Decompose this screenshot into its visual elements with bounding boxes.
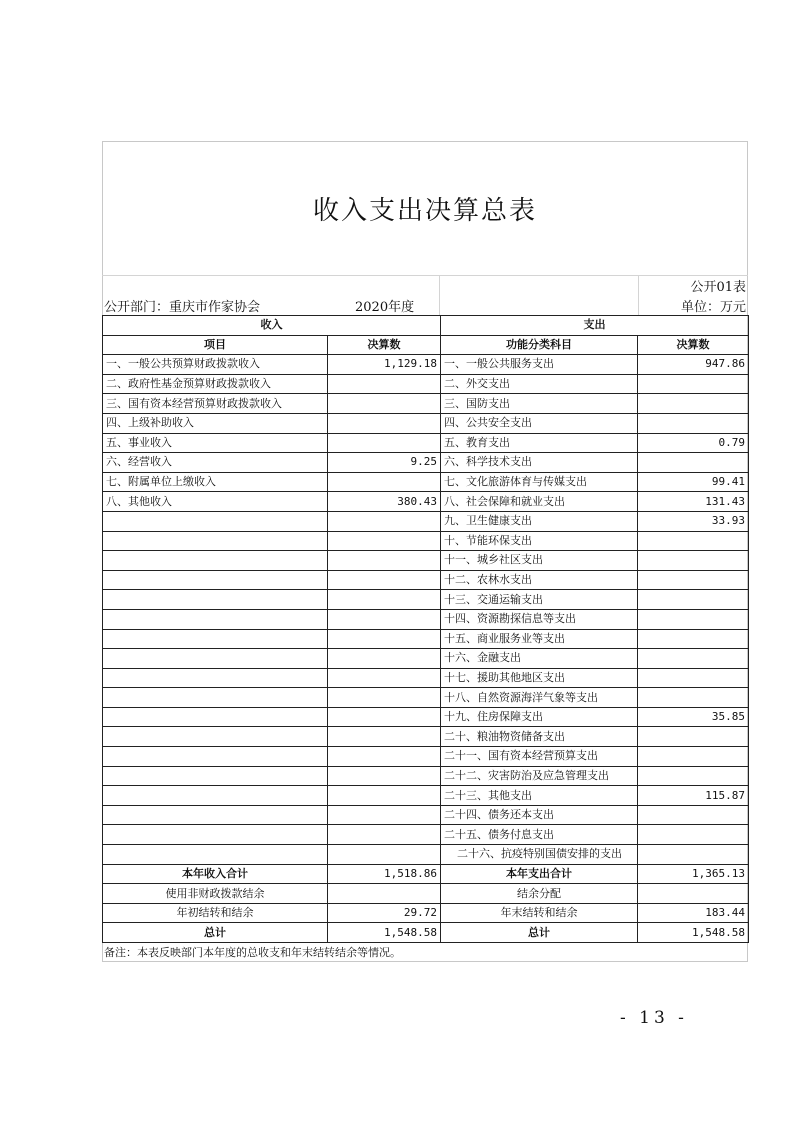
fiscal-year: 2020年度 — [355, 300, 415, 315]
expense-item-cell: 十五、商业服务业等支出 — [441, 629, 638, 649]
expense-item-cell: 十二、农林水支出 — [441, 570, 638, 590]
income-item-cell — [103, 845, 328, 865]
expense-item-cell: 八、社会保障和就业支出 — [441, 492, 638, 512]
expense-value-cell — [638, 570, 749, 590]
income-item-cell: 五、事业收入 — [103, 433, 328, 453]
expense-item-cell: 三、国防支出 — [441, 394, 638, 414]
expense-value-cell — [638, 374, 749, 394]
table-row — [103, 609, 749, 629]
expense-value-cell — [638, 766, 749, 786]
table-row — [103, 492, 749, 512]
income-section-header: 收入 — [103, 316, 441, 336]
income-value-cell: 9.25 — [328, 453, 441, 473]
income-value-cell — [328, 688, 441, 708]
expense-value-cell — [638, 688, 749, 708]
table-row — [103, 472, 749, 492]
expense-item-cell: 六、科学技术支出 — [441, 453, 638, 473]
page-number: - 13 - — [620, 1008, 688, 1028]
income-item-cell — [103, 805, 328, 825]
table-row — [103, 374, 749, 394]
page-title: 收入支出决算总表 — [312, 196, 537, 226]
expense-section-header: 支出 — [441, 316, 749, 336]
col-header-function: 功能分类科目 — [441, 335, 638, 355]
income-value-cell — [328, 413, 441, 433]
expense-total-value: 1,365.13 — [638, 864, 749, 884]
table-row — [103, 845, 749, 865]
expense-item-cell: 一、一般公共服务支出 — [441, 355, 638, 375]
expense-value-cell — [638, 590, 749, 610]
income-item-cell: 八、其他收入 — [103, 492, 328, 512]
expense-value-cell: 947.86 — [638, 355, 749, 375]
expense-value-cell — [638, 551, 749, 571]
income-item-cell — [103, 707, 328, 727]
expense-item-cell: 四、公共安全支出 — [441, 413, 638, 433]
table-row — [103, 805, 749, 825]
income-item-cell — [103, 649, 328, 669]
summary-row-total — [103, 864, 749, 884]
income-total-label: 本年收入合计 — [103, 864, 328, 884]
income-value-cell — [328, 531, 441, 551]
expense-item-cell: 二十二、灾害防治及应急管理支出 — [441, 766, 638, 786]
surplus-dist-label: 结余分配 — [441, 884, 638, 904]
income-item-cell — [103, 609, 328, 629]
table-row — [103, 570, 749, 590]
income-value-cell — [328, 590, 441, 610]
income-item-cell — [103, 766, 328, 786]
income-item-cell: 七、附属单位上缴收入 — [103, 472, 328, 492]
expense-value-cell — [638, 453, 749, 473]
table-row — [103, 433, 749, 453]
summary-row-surplus — [103, 884, 749, 904]
col-header-income-amount: 决算数 — [328, 335, 441, 355]
expense-item-cell: 二十、粮油物资储备支出 — [441, 727, 638, 747]
table-row — [103, 355, 749, 375]
income-value-cell — [328, 707, 441, 727]
table-row — [103, 629, 749, 649]
income-value-cell — [328, 786, 441, 806]
table-row — [103, 786, 749, 806]
income-item-cell — [103, 727, 328, 747]
table-row — [103, 727, 749, 747]
table-row — [103, 531, 749, 551]
column-header-row — [103, 335, 749, 355]
income-item-cell: 四、上级补助收入 — [103, 413, 328, 433]
begin-balance-value: 29.72 — [328, 903, 441, 923]
expense-value-cell: 35.85 — [638, 707, 749, 727]
income-value-cell: 1,129.18 — [328, 355, 441, 375]
table-row — [103, 766, 749, 786]
expense-value-cell — [638, 629, 749, 649]
income-value-cell — [328, 374, 441, 394]
income-value-cell — [328, 845, 441, 865]
grand-income-label: 总计 — [103, 923, 328, 943]
expense-value-cell — [638, 727, 749, 747]
expense-value-cell — [638, 805, 749, 825]
expense-value-cell: 99.41 — [638, 472, 749, 492]
expense-item-cell: 七、文化旅游体育与传媒支出 — [441, 472, 638, 492]
expense-item-cell: 二十三、其他支出 — [441, 786, 638, 806]
expense-item-cell: 二十五、债务付息支出 — [441, 825, 638, 845]
grand-expense-value: 1,548.58 — [638, 923, 749, 943]
expense-item-cell: 十一、城乡社区支出 — [441, 551, 638, 571]
form-code: 公开01表 — [690, 280, 746, 295]
expense-value-cell — [638, 394, 749, 414]
expense-value-cell — [638, 747, 749, 767]
expense-item-cell: 二十六、抗疫特别国债安排的支出 — [441, 845, 638, 865]
table-row — [103, 511, 749, 531]
income-item-cell — [103, 747, 328, 767]
grand-income-value: 1,548.58 — [328, 923, 441, 943]
expense-value-cell — [638, 668, 749, 688]
col-header-item: 项目 — [103, 335, 328, 355]
income-item-cell: 六、经营收入 — [103, 453, 328, 473]
income-item-cell — [103, 531, 328, 551]
expense-total-label: 本年支出合计 — [441, 864, 638, 884]
gridline — [439, 276, 440, 316]
income-item-cell: 三、国有资本经营预算财政拨款收入 — [103, 394, 328, 414]
table-row — [103, 707, 749, 727]
footnote: 备注：本表反映部门本年度的总收支和年末结转结余等情况。 — [104, 946, 401, 959]
expense-value-cell — [638, 413, 749, 433]
income-value-cell — [328, 727, 441, 747]
expense-value-cell: 33.93 — [638, 511, 749, 531]
income-item-cell — [103, 668, 328, 688]
expense-item-cell: 十三、交通运输支出 — [441, 590, 638, 610]
table-row — [103, 825, 749, 845]
department-label: 公开部门：重庆市作家协会 — [104, 300, 261, 315]
table-row — [103, 668, 749, 688]
income-value-cell — [328, 629, 441, 649]
income-value-cell — [328, 668, 441, 688]
summary-row-balance — [103, 903, 749, 923]
income-item-cell — [103, 551, 328, 571]
table-row — [103, 413, 749, 433]
income-item-cell — [103, 688, 328, 708]
income-value-cell — [328, 805, 441, 825]
income-value-cell — [328, 472, 441, 492]
expense-item-cell: 二十一、国有资本经营预算支出 — [441, 747, 638, 767]
table-row — [103, 747, 749, 767]
non-fiscal-label: 使用非财政拨款结余 — [103, 884, 328, 904]
end-balance-value: 183.44 — [638, 903, 749, 923]
table-row — [103, 394, 749, 414]
income-item-cell — [103, 629, 328, 649]
begin-balance-label: 年初结转和结余 — [103, 903, 328, 923]
table-row — [103, 688, 749, 708]
col-header-expense-amount: 决算数 — [638, 335, 749, 355]
summary-row-grand-total — [103, 923, 749, 943]
income-value-cell — [328, 570, 441, 590]
income-value-cell — [328, 825, 441, 845]
income-value-cell — [328, 551, 441, 571]
surplus-dist-value — [638, 884, 749, 904]
expense-item-cell: 二、外交支出 — [441, 374, 638, 394]
income-item-cell — [103, 786, 328, 806]
income-expense-table — [102, 315, 749, 943]
expense-item-cell: 五、教育支出 — [441, 433, 638, 453]
expense-value-cell — [638, 649, 749, 669]
income-value-cell: 380.43 — [328, 492, 441, 512]
expense-item-cell: 十、节能环保支出 — [441, 531, 638, 551]
expense-item-cell: 十八、自然资源海洋气象等支出 — [441, 688, 638, 708]
expense-item-cell: 十九、住房保障支出 — [441, 707, 638, 727]
non-fiscal-value — [328, 884, 441, 904]
income-value-cell — [328, 609, 441, 629]
table-row — [103, 453, 749, 473]
income-value-cell — [328, 747, 441, 767]
income-item-cell: 一、一般公共预算财政拨款收入 — [103, 355, 328, 375]
grand-expense-label: 总计 — [441, 923, 638, 943]
income-total-value: 1,518.86 — [328, 864, 441, 884]
income-value-cell — [328, 433, 441, 453]
table-row — [103, 590, 749, 610]
expense-value-cell — [638, 609, 749, 629]
end-balance-label: 年末结转和结余 — [441, 903, 638, 923]
income-item-cell — [103, 590, 328, 610]
income-item-cell: 二、政府性基金预算财政拨款收入 — [103, 374, 328, 394]
unit-label: 单位：万元 — [680, 300, 746, 315]
expense-value-cell — [638, 531, 749, 551]
expense-item-cell: 九、卫生健康支出 — [441, 511, 638, 531]
expense-item-cell: 二十四、债务还本支出 — [441, 805, 638, 825]
income-value-cell — [328, 649, 441, 669]
income-value-cell — [328, 511, 441, 531]
expense-value-cell — [638, 825, 749, 845]
expense-item-cell: 十六、金融支出 — [441, 649, 638, 669]
expense-value-cell: 131.43 — [638, 492, 749, 512]
income-value-cell — [328, 766, 441, 786]
expense-item-cell: 十七、援助其他地区支出 — [441, 668, 638, 688]
section-header-row — [103, 316, 749, 336]
table-row — [103, 551, 749, 571]
income-item-cell — [103, 511, 328, 531]
income-value-cell — [328, 394, 441, 414]
table-row — [103, 649, 749, 669]
income-item-cell — [103, 825, 328, 845]
expense-value-cell: 115.87 — [638, 786, 749, 806]
income-item-cell — [103, 570, 328, 590]
expense-value-cell — [638, 845, 749, 865]
expense-value-cell: 0.79 — [638, 433, 749, 453]
expense-item-cell: 十四、资源勘探信息等支出 — [441, 609, 638, 629]
